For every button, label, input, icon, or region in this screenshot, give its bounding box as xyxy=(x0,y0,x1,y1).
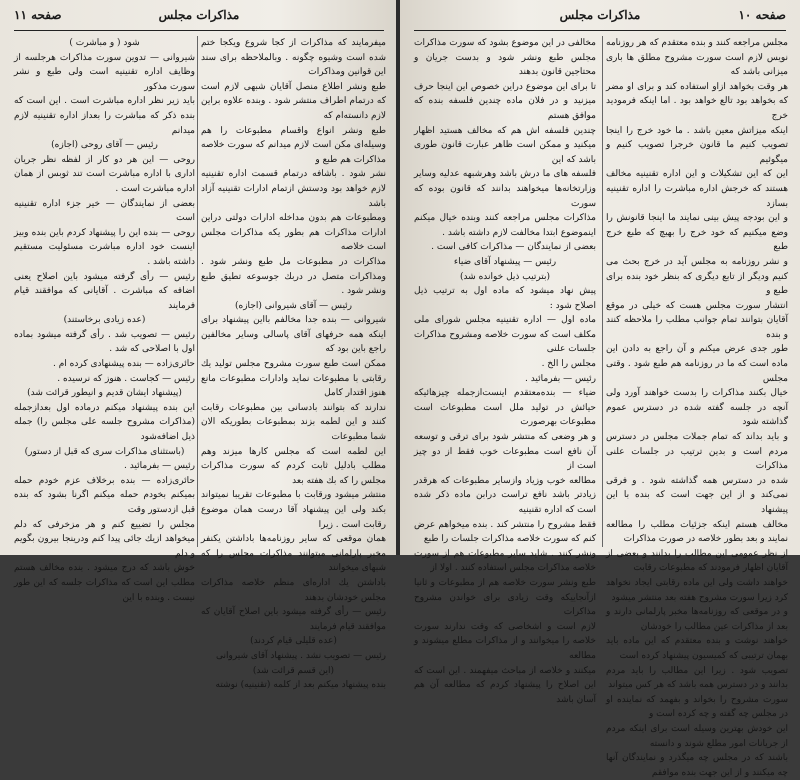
paragraph: شيروانى — بنده جدا مخالفم بااين پيشنهاد براى اينكه همه حرفهاى آقاى پاسالى وساير مخالفين راجع باين بود كه xyxy=(201,315,386,355)
paragraph: اين خودش بهترين وسيله است براى اينكه مردم از جريانات امور مطلع شوند و دانسته xyxy=(606,723,788,749)
paragraph: مخالفى در اين موضوع بشود كه سورت مذاكرات مجلس طبع ونشر شود و بدست جريان و محتاجين قانون بدهند xyxy=(414,38,596,78)
paragraph: رئيس — تصويب شد . رأى گرفته ميشود بماده اول با اصلاحى كه شد . xyxy=(14,329,195,355)
page-number: صفحه ۱۱ xyxy=(14,8,62,22)
paragraph: شود ( و مباشرت ) xyxy=(69,38,140,48)
paragraph: رئيس — بفرمائيد . xyxy=(524,373,596,384)
paragraph: بعضى از نمايندگان — مذاكرات كافى است . xyxy=(431,242,596,253)
header-rule xyxy=(414,30,786,31)
paragraph: رئيس — بفرمائيد . xyxy=(123,461,195,472)
paragraph: فلسفه هاى ما درش باشد وهرشبهه عدليه وساير وزارتخانه‌ها ميخواهند بدانند كه قانون بوده كه سورت xyxy=(414,169,596,209)
right-page-right-column xyxy=(606,36,788,778)
paragraph: اين بنده پيشنهاد ميكنم درماده اول بعدازجمله (مذاكرات مشروح جلسه على مجلس را) جمله ذيل اضافه‌شود xyxy=(14,402,195,443)
paragraph: و اين بودجه پيش بينى نمايند ما اينجا قانونش را وضع ميكنيم كه خود خرج را بهيچ كه طبع خرج طبع xyxy=(606,213,788,253)
paragraph: ميفرمايند كه مذاكرات از كجا شروع ويكجا ختم شده است وشيوه چگونه . وبالملاحظه براى سند اين قوانين ومذاكرات xyxy=(201,38,386,78)
paragraph: ممكن است طبع سورت مشروح مجلس توليد يك رقابتى با مطبوعات نمايد وادارات مطبوعات مانع هنوز اقتدار كامل xyxy=(201,359,386,399)
paragraph: نشر شود . باشافه درتمام قسمت اداره تقنينيه لازم خواهد بود ودستش ازتمام ادارات تقنينيه آزاد باشد xyxy=(201,169,386,209)
paragraph: مجلس مراجعه كنند و بنده معتقدم كه هر روزنامه نويس لازم است سورت مشروح مطلق ها بارى ميزانى باشد كه xyxy=(606,38,788,78)
left-page xyxy=(0,0,398,691)
paragraph: رئيس — كجاست . هنوز كه نرسيده . xyxy=(57,373,195,384)
paragraph: ضياء — بنده‌معتقدم اينست‌ازجمله چيزهائيكه حيائش در توليد ملل است مطبوعات است مطبوعات بهرصورت xyxy=(414,388,596,428)
stage-note: (باستثناى مذاكرات سرى كه قبل از دستور) xyxy=(24,446,185,457)
paragraph: روحى — اين هر دو كار از لفظه نظر جريان ادارى با اداره مباشرت است تند ثوبس از همان اداره مباشرت است . xyxy=(14,154,195,194)
stage-note: (بترتيب ذيل خوانده شد) xyxy=(459,271,551,282)
paragraph: لازم است و اشخاصى كه وقت ندارند سورت خلاصه را ميخوانند و از مذاكرات مطلع ميشوند و مطالعه xyxy=(414,621,596,661)
paragraph: مطالعه خوب وزياد وازساير مطبوعات كه هرقدر زيادتر باشد نافع تراست درابن ماده ذكر شده است كه اداره تقنينيه xyxy=(414,475,596,515)
paragraph: بعضى از نمايندگان — خير جزء اداره تقنينيه است xyxy=(14,198,195,224)
paragraph: شيروانى — تدوين سورت مذاكرات هرجلسه از وظايف اداره تقنينيه است ولى طبع و نشر سورت مذكور xyxy=(14,52,195,92)
left-page-header xyxy=(14,8,384,28)
stage-note: (عده قليلى قيام كردند) xyxy=(250,636,337,647)
paragraph: خواهند نوشت و بنده معتقدم كه اين ماده بايد بهمان ترتيبى كه كميسيون پيشنهاد كرده است xyxy=(606,636,788,661)
paragraph: منتشر ميشود ورقابت با مطبوعات تقريبا نميتواند بكند ولى اين پيشنهاد آقا درست همان موضوع رقابت است . زيرا xyxy=(201,490,386,530)
column-divider xyxy=(197,36,198,547)
paragraph: و هر وضعى كه منتشر شود براى ترقى و توسعه آن نافع است مطبوعات خوب فقط از دو چيز است از xyxy=(414,432,596,472)
paragraph: تصويب شود . زيرا اين مطالب را بايد مردم بدانند و در دسترس همه باشد كه هر كس ميتواند xyxy=(606,665,788,691)
paragraph: اين لطمه است كه مجلس كارها ميزند وهم مطلب بادليل ثابت كردم كه سورت مذاكرات مجلس را كه بك هفته بعد xyxy=(201,446,386,486)
paragraph: مخالف هستم اينكه جزئيات مطلب را مطالعه نمايند و بعد بطور خلاصه در صورت مذاكرات xyxy=(606,519,788,545)
paragraph: مجلس را الخ . xyxy=(541,359,596,370)
running-title: مذاكرات مجلس xyxy=(559,8,641,22)
paragraph: ونشر كنند . شايد ساير مطبوعات هم از سورت خلاصه مذاكرات مجلس استفاده كنند . اولا از xyxy=(414,548,596,574)
paragraph: و بايد بداند كه تمام جملات مجلس در دسترس مردم است و بدين ترتيب در جلسات علنى مذاكرات xyxy=(606,432,788,472)
paragraph: همان موقعى كه ساير روزنامه‌ها باداشتن يكنفر مخبر پارلمانى ميتوانند مذاكرات مجلس را كه شبهاى ميخوانند xyxy=(201,534,386,574)
paragraph: ومطبوعات هم بدون مداخله ادارات دولتى دراين ادارات مذاكرات هم بطور يكه مذاكرات مجلس است خلاصه xyxy=(201,213,386,253)
left-page-right-column xyxy=(201,36,386,691)
paragraph: اين كه اين تشكيلات و اين اداره تقنينيه مخالف هستند كه خرجش اداره مباشرت را اداره تقنينيه بسازد xyxy=(606,169,788,209)
paragraph: شده در دسترس همه گذاشته شود . و فرقى نمى‌كند و از اين جهت است كه بنده با اين پيشنهاد xyxy=(606,475,788,515)
paragraph: طبع ونشر سورت خلاصه هم از مطبوعات و ثانيا ازآنجاييكه وقت زيادى براى خواندن مشروح مذاكرات xyxy=(414,577,596,618)
left-page-left-column xyxy=(14,36,195,603)
right-page-left-column xyxy=(414,36,596,705)
paragraph: خوش باشد كه درج ميشود . بنده مخالف هستم مطلب اين است كه مذاكرات جلسه كه اين طور نيست . وبنده با اين xyxy=(14,563,195,603)
paragraph: رئيس — رأى گرفته ميشود باين اصلاح آقايان كه موافقند قيام فرمايند xyxy=(201,607,386,632)
paragraph: حائرى‌زاده — بنده پيشنهادى كرده ام . xyxy=(52,359,195,370)
paragraph: از نظر عمومى اين مطالب را بدانند و بعضى از آقايان اظهار فرمودند كه مطبوعات رقابت xyxy=(606,548,788,574)
paragraph: سورت مشروح را بخواند و بفهمد كه نماينده او در مجلس چه گفته و چه كرده است و xyxy=(606,694,788,720)
paragraph: تا براى اين موضوع دراين خصوص اين اينجا حرف ميزنيد و در فلان ماده چندين فلسفه بنده كه موافق هستم xyxy=(414,81,596,121)
stage-note: (اين قسم قرائت شد) xyxy=(252,665,335,676)
paragraph: خيال بكنند مذاكرات را بدست خواهند آورد ولى آنچه در جلسه گفته شده در دسترس عموم گذاشته شود xyxy=(606,388,788,428)
right-page-header xyxy=(414,8,786,28)
paragraph: مذاكرات در مطبوعات مل طبع ونشر شود . ومذاكرات متصل در دربك جوسوعه تطيق طبع ونشر شود . xyxy=(201,256,386,297)
speaker-line: رئيس — آقاى روحى (اجازه) xyxy=(51,140,158,151)
paragraph: بنده پيشنهاد ميكنم بعد از كلمه (تقنينيه) نوشته xyxy=(215,680,386,691)
paragraph: خواهند داشت ولى اين ماده رقابتى ايجاد نخواهد كرد زيرا سورت مشروح هفته بعد منتشر ميشود xyxy=(606,577,788,603)
paragraph: رئيس — رأى گرفته ميشود باين اصلاح يعنى اضافه كه مباشرت . آقايانى كه موافقند قيام فرمايند xyxy=(14,271,195,311)
paragraph: مجلس را تضييع كنم و هر مزخرفى كه دلم ميخواهد ازيك جائى پيدا كنم ودرينجا بيرون بگويم و دلم xyxy=(14,519,195,559)
header-rule xyxy=(14,30,384,31)
paragraph: طبع ونشر انواع واقسام مطبوعات را هم وسيله‌اى مكن است لازم ميدانم كه سورت خلاصه مذاكرات هم طبع و xyxy=(201,125,386,165)
paragraph: پيش نهاد ميشود كه ماده اول به ترتيب ذيل اصلاح شود : xyxy=(414,286,596,311)
paragraph: بايد زير نظر اداره مباشرت است . اين است كه بنده ذكر كه مباشرت را بعداز اداره تقنينيه لازم ميدانم xyxy=(14,96,195,136)
paragraph: ماده اول — اداره تقنينيه مجلس شوراى ملى مكلف است كه سورت خلاصه ومشروح مذاكرات جلسات علنى xyxy=(414,315,596,355)
paragraph: انتشار سورت مجلس هست كه خيلى در موقع آقايان بتوانند تمام جوانب مطلب را ملاحظه كنند و بنده xyxy=(606,300,788,340)
paragraph: و در موقعى كه روزنامه‌ها مخبر پارلمانى دارند و بعد از مذاكرات عين مطالب را خودشان xyxy=(606,607,788,632)
paragraph: حائرى‌زاده — بنده برخلاف عزم خودم حمله بميكنم بخودم حمله ميكنم اگرنا بشود كه بنده قبل ازدستور وقت xyxy=(14,475,195,515)
paragraph: هر وقت بخواهد ازاو استفاده كند و براى او مضر كه بخواهد بود تالع خواهد بود . اما اينكه فرموديد خرج xyxy=(606,81,788,121)
paragraph: مذاكرات مجلس مراجعه كنند وبنده خيال ميكنم اينموضوع ابتدا مخالفت لازم داشته باشد . xyxy=(414,213,596,238)
running-title: مذاكرات مجلس xyxy=(158,8,240,22)
paragraph: روحى — بنده اين را پيشنهاد كردم باين بنده وبيز اينست خود اداره مباشرت مسئوليت مستقيم داشته باشد . xyxy=(14,227,195,267)
right-page xyxy=(400,0,800,778)
stage-note: (عده زيادى برخاستند) xyxy=(63,315,146,326)
paragraph: چندين فلسفه اش هم كه مخالف هستيد اظهار ميكنيد و ممكن است ظاهر عبارت قانون طورى باشد كه اين xyxy=(414,125,596,165)
speaker-line: رئيس — پيشنهاد آقاى ضياء xyxy=(453,256,557,267)
column-divider xyxy=(602,36,603,547)
paragraph: اينكه ميزاتش معين باشد . ما خود خرج را اينجا تصويب كنيم ما قانون خرجرا تصويب كنيم و ميگوئيم xyxy=(606,125,788,165)
paragraph: و نشر روزنامه به مجلس آيد در خرج بحث مى كنيم وديگر از تابع ديگرى كه بنظر خود بنده براى طبع و xyxy=(606,256,788,297)
paragraph: ميكنند و خلاصه از مباحث ميفهمند . اين است كه اين اصلاح را پيشنهاد كردم كه مطالعه آن هم آسان باشد xyxy=(414,665,596,705)
paragraph: ندارند كه بتوانند بادسانى بين مطبوعات رقابت كنند و اين لطمه بزند بمطبوعات بطوريكه الان شما مطبوعات xyxy=(201,402,386,443)
paragraph: طبع ونشر اطلاع منصل آقايان شبهى لازم است كه درتمام اطراف منتشر شود . وبنده علاوه براين لازم دانسته‌ام كه xyxy=(201,81,386,121)
stage-note: (پيشنهاد ايشان قديم و انيطور قرائت شد) xyxy=(27,388,182,399)
paragraph: طور جدى عرض ميكنم و آن راجع به دادن اين ماده است كه ما در روزنامه هم طبع شود . وقتى مجلس xyxy=(606,344,788,384)
paragraph: فقط مشروح را منتشر كند . بنده ميخواهم عرض كنم كه سورت خلاصه مذاكرات جلسات را طبع xyxy=(414,519,596,545)
speaker-line: رئيس — آقاى شيروانى (اجازه) xyxy=(234,300,353,311)
paragraph: باشند كه در مجلس چه ميگذرد و نمايندگان آنها چه ميكنند و از اين جهت بنده موافقم xyxy=(606,753,788,778)
page-number: صفحه ۱۰ xyxy=(738,8,786,22)
paragraph: رئيس — تصويب نشد . پيشنهاد آقاى شيروانى xyxy=(215,650,386,661)
paragraph: باداشتن يك اداره‌اى منظم خلاصه مذاكرات مجلس خودشان بدهند xyxy=(201,577,386,603)
